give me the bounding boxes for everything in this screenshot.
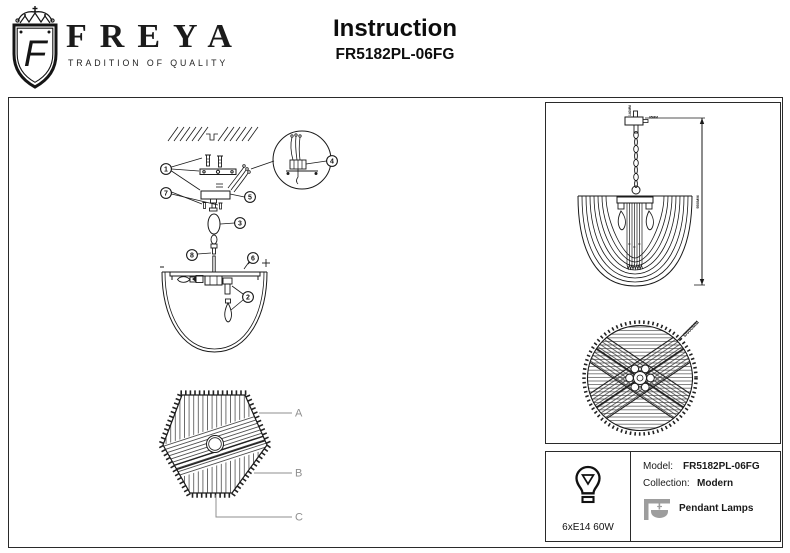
- shade-strips: [578, 196, 692, 286]
- svg-text:5: 5: [248, 194, 252, 202]
- svg-text:4: 4: [330, 158, 334, 166]
- collection-value: Modern: [697, 478, 734, 489]
- pendant-lamp-icon: [643, 494, 673, 520]
- callout-6: [244, 253, 258, 269]
- logo-letter: F: [23, 33, 47, 74]
- wires: [228, 161, 274, 192]
- point-label-b: B: [295, 467, 303, 480]
- model-value: FR5182PL-06FG: [683, 461, 760, 472]
- spec-panel: [545, 451, 781, 542]
- callout-5: [230, 192, 255, 203]
- callout-8: [187, 250, 211, 261]
- round-top-view: [583, 320, 701, 434]
- point-label-c: C: [295, 511, 303, 524]
- model-label: Model:: [643, 461, 674, 472]
- callout-2: [231, 286, 253, 310]
- canopy: [201, 184, 230, 211]
- callout-7: [161, 188, 218, 205]
- svg-text:7: 7: [164, 190, 168, 198]
- dim-height-label: 950MM: [695, 195, 700, 209]
- mounting-bracket: [200, 155, 236, 175]
- svg-text:3: 3: [238, 220, 242, 228]
- crown-icon: [16, 6, 54, 23]
- bulb-icon: [571, 465, 605, 509]
- wiring-detail-inset: [273, 131, 331, 189]
- shield-icon: [14, 25, 56, 87]
- bulb-spec-cell: [546, 452, 631, 541]
- brand-tagline: TRADITION OF QUALITY: [68, 58, 229, 68]
- page-title: Instruction: [333, 15, 457, 42]
- bowl-shade: [160, 267, 267, 352]
- brand-name: FREYA: [66, 18, 245, 55]
- title-block: [300, 16, 490, 64]
- svg-text:1: 1: [164, 166, 168, 174]
- chain: [632, 131, 640, 194]
- callout-1: [161, 158, 202, 190]
- dim-diameter-label: Ø500MM: [681, 319, 701, 339]
- chain-link: [208, 214, 220, 272]
- assembly-exploded-diagram: [140, 103, 355, 373]
- callout-4: [306, 156, 337, 167]
- freya-crest-logo: [8, 4, 62, 92]
- category-label: Pendant Lamps: [679, 503, 754, 514]
- bulb-spec: 6xE14 60W: [562, 522, 614, 533]
- dim-canopy-side-label: 95MM: [649, 115, 658, 120]
- product-views-diagram: [545, 102, 779, 442]
- point-label-a: A: [295, 407, 303, 420]
- model-number: FR5182PL-06FG: [335, 46, 455, 64]
- top-view-hexagon-diagram: [150, 373, 320, 543]
- ceiling-hatch: [168, 127, 258, 141]
- callout-3: [221, 218, 246, 229]
- lamp-frame: [170, 259, 270, 322]
- svg-text:8: 8: [190, 252, 194, 260]
- collection-label: Collection:: [643, 478, 690, 489]
- svg-text:6: 6: [251, 255, 255, 263]
- svg-text:2: 2: [246, 294, 250, 302]
- side-view: [578, 105, 705, 286]
- dim-canopy-top-label: 140MM: [628, 105, 632, 116]
